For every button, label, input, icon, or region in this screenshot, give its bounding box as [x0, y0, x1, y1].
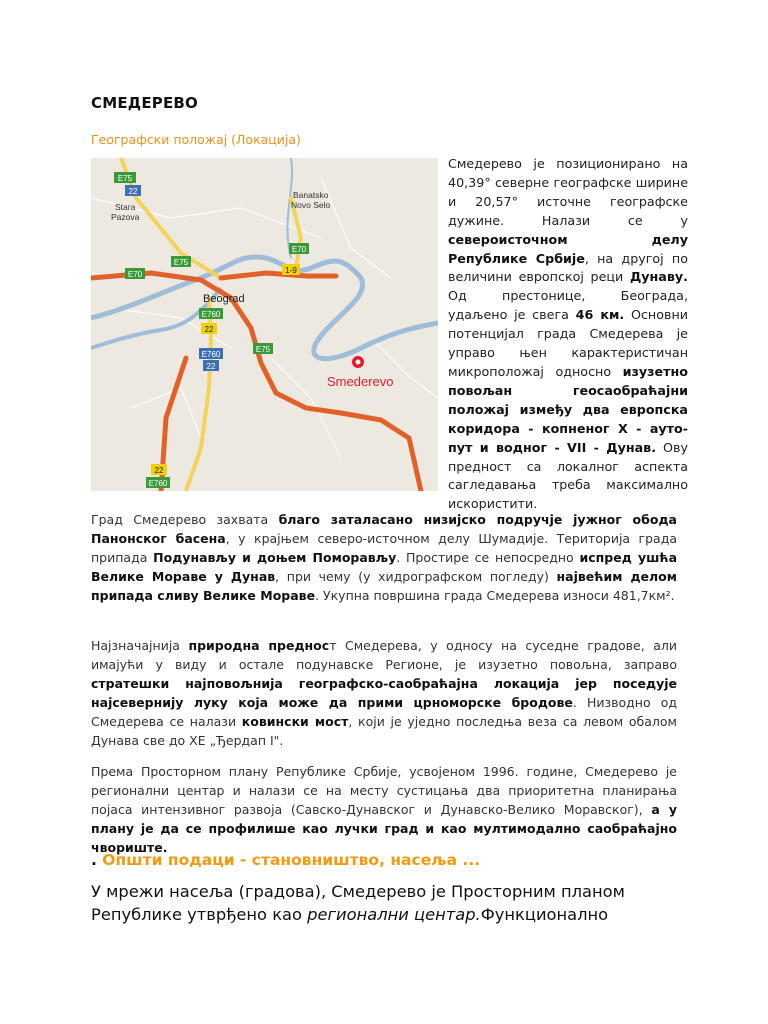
- intro-text-4: Основни потенцијал града Смедерева је управо њен карактеристичан микроположај односно: [448, 307, 688, 379]
- paragraph-spatial-plan: Према Просторном плану Републике Србије, усвојеном 1996. године, Смедерево је регионални центар и налази се на месту сустицања два приоритетна планирања појаса интензивног развоја (Савско-Дунавског и Дунавско-Велико Моравског), а у плану је да се профилише као лучки град и као мултимодално саобраћајно чвориште.: [91, 764, 677, 855]
- badge-e760-b: E760: [201, 350, 221, 359]
- intro-text-5: Ову предност са локалног аспекта сагледавања треба максимално искористити.: [448, 439, 688, 512]
- section-subtitle: Географски положај (Локација): [91, 132, 301, 147]
- badge-1-9: 1-9: [285, 266, 297, 275]
- badge-22-low: 22: [206, 362, 216, 371]
- label-novo-selo: Novo Selo: [291, 200, 331, 210]
- intro-bold-2: Дунаву.: [629, 269, 688, 285]
- paragraph-advantage: Најзначајнија природна предност Смедерева, у односу на суседне градове, али имајући у виду и остале подунавске Регионе, је изузетно повољна, заправо стратешки најповољнија географско-саобраћајна локација јер поседује најсевернију луку која може да прими црноморске бродове. Низводно од Смедерева се налази ковински мост, који је уједно последња веза са левом обалом Дунава све до ХЕ „Ђердап I".: [91, 638, 678, 748]
- badge-e760-a: E760: [201, 310, 221, 319]
- page-title: СМЕДЕРЕВО: [91, 94, 199, 112]
- paragraph-network: У мрежи насеља (градова), Смедерево је Просторним планом Републике утврђено као регионални центар.Функционално: [91, 882, 625, 924]
- intro-bold-4: изузетно повољан геосаобраћајни положај између два европска коридора - копненог X - ауто-пут и водног - VII - Дунав.: [448, 363, 688, 455]
- label-smederevo: Smederevo: [327, 374, 394, 389]
- intro-text-2: , на другој по величини европској реци: [448, 250, 688, 285]
- paragraph-territory: Град Смедерево захвата благо заталасано низијско подручје јужног обода Панонског басена, у крајњем северо-источном делу Шумадије. Територија града припада Подунављу и доњем Поморављу. Простире се непосредно испред ушћа Велике Мораве у Дунав, при чему (у хидрографском погледу) највећим делом припада сливу Велике Мораве. Укупна површина града Смедерева износи 481,7км².: [91, 512, 677, 603]
- label-beograd: Beograd: [203, 293, 245, 305]
- badge-e70-left: E70: [127, 270, 143, 279]
- label-stara: Stara: [115, 202, 136, 212]
- label-banatsko: Banatsko: [293, 190, 329, 200]
- intro-bold-1: североисточном делу Републике Србије: [448, 231, 688, 266]
- label-pazova: Pazova: [111, 212, 140, 222]
- intro-paragraph: [448, 155, 688, 514]
- badge-22-top: 22: [128, 187, 138, 196]
- badge-e75-right: E75: [255, 345, 271, 354]
- location-map: [91, 158, 438, 491]
- section-heading-general-data: . Општи подаци - становништво, насеља ...: [91, 851, 481, 869]
- badge-e75-top: E75: [117, 174, 133, 183]
- intro-bold-3: 46 км.: [575, 307, 625, 323]
- badge-e75-mid: E75: [173, 258, 189, 267]
- badge-e70-right: E70: [291, 245, 307, 254]
- badge-e760-bottom: E760: [148, 479, 168, 488]
- badge-22-mid: 22: [204, 325, 214, 334]
- intro-text-3: Од престонице, Београда, удаљено је свега: [448, 288, 688, 323]
- intro-text-1: Смедерево је позиционирано на 40,39° северне географске ширине и 20,57° источне географске дужине. Налази се у: [448, 156, 688, 228]
- badge-22-bottom: 22: [154, 466, 164, 475]
